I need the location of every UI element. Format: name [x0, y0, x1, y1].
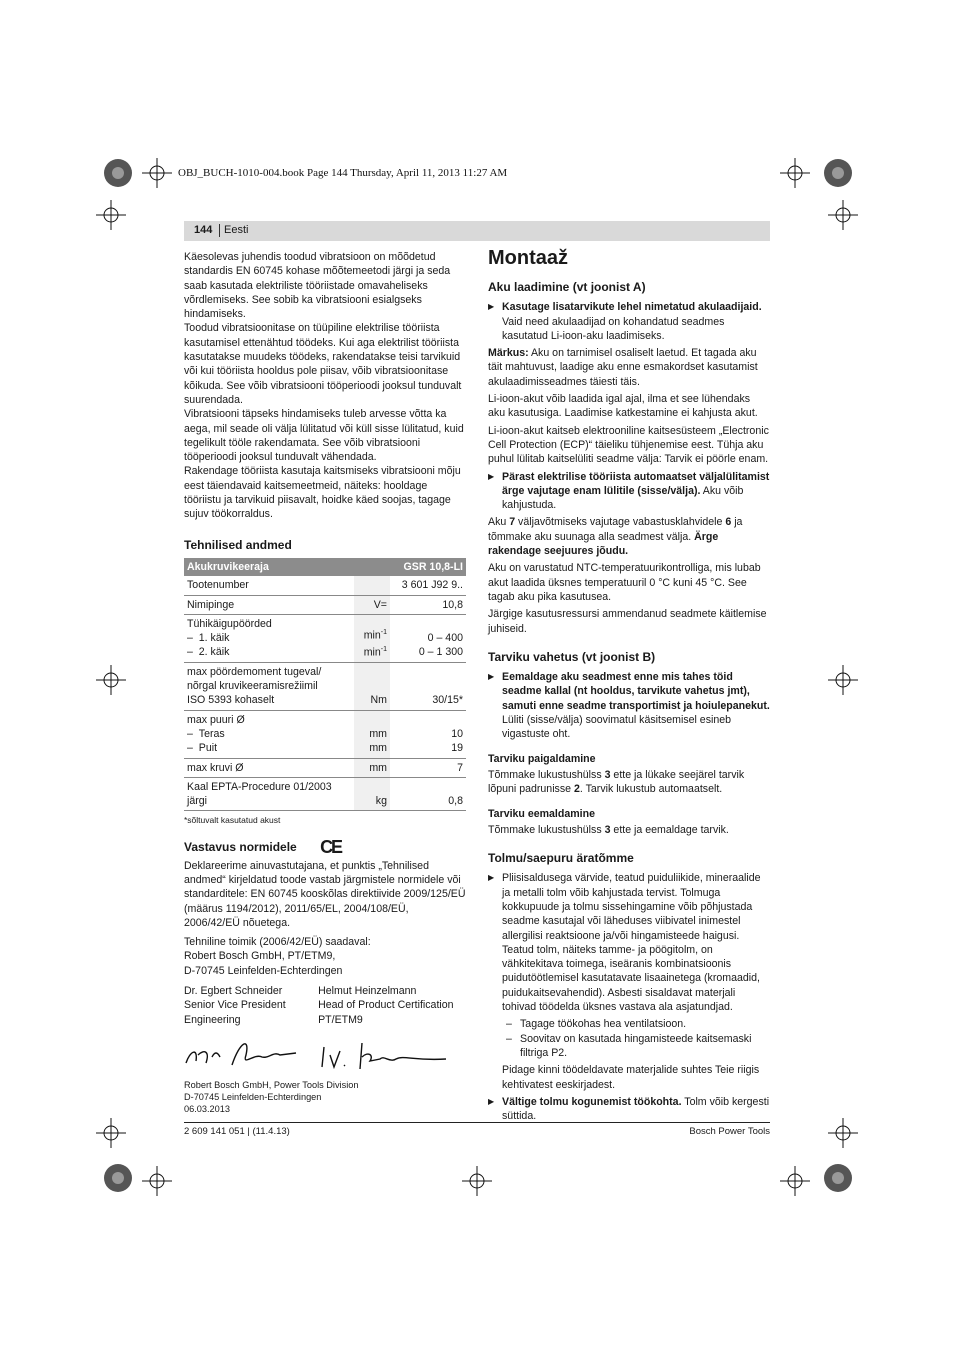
- crosshair-mark-icon: [462, 1166, 492, 1196]
- signatory-name: Helmut Heinzelmann: [318, 985, 417, 998]
- paragraph: Aku on varustatud NTC-temperatuurikontrolliga, mis lubab akut laadida üksnes temperatuuril 0 °C kuni 45 °C. See tagab aku pika kasutusea.: [488, 562, 761, 603]
- text-run: 3: [604, 768, 611, 781]
- row-sublabel: Puit: [198, 742, 218, 755]
- footer-brand: Bosch Power Tools: [689, 1126, 770, 1137]
- unit-text: min: [363, 629, 381, 642]
- row-label: Nimipinge: [184, 595, 354, 614]
- bullet-item: ▶ Pliisisaldusega värvide, teatud puiduliikide, mineraalide ja metalli tolm võib kahjustada tervist. Tolmuga kokkupuude ja tolmu sissehingamine võib põhjustada seadme kasutajal või läheduses viibivatel inimestel allergilisi reaktsioone ja/või hingamisteede haigusi.: [488, 871, 770, 942]
- crosshair-mark-icon: [828, 1118, 858, 1148]
- left-column: [184, 250, 466, 1115]
- crosshair-mark-icon: [828, 200, 858, 230]
- page-language: Eesti: [224, 224, 249, 236]
- tech-file-line: Robert Bosch GmbH, PT/ETM9,: [184, 950, 336, 963]
- right-column: [488, 246, 770, 1123]
- row-unit: kg: [354, 777, 390, 811]
- text-run: Aku: [488, 516, 510, 529]
- value-line: 0 – 400: [427, 632, 463, 645]
- signatures: [184, 1033, 466, 1075]
- conformity-title: Vastavus normidele: [184, 839, 297, 854]
- dash-text: Soovitav on kasutada hingamisteede kaitsemaski filtriga P2.: [520, 1032, 752, 1059]
- row-value: [390, 710, 466, 758]
- bullet-bold: Pärast elektrilise tööriista automaatset väljalülitamist ärge vajutage enam lülitile (sisse/välja).: [502, 470, 770, 497]
- footer-doc-number: 2 609 141 051 | (11.4.13): [184, 1126, 290, 1137]
- row-label: Tootenumber: [184, 576, 354, 595]
- row-value: 0,8: [390, 777, 466, 811]
- text-run: Tõmmake lukustushülss: [488, 823, 605, 836]
- text-run: 7: [509, 516, 516, 529]
- crosshair-mark-icon: [96, 665, 126, 695]
- subheading: Tarviku paigaldamine: [488, 752, 596, 765]
- tech-file-line: Tehniline toimik (2006/42/EÜ) saadaval:: [184, 936, 371, 949]
- text-run: Ärge rakendage seejuures jõudu.: [488, 530, 719, 558]
- crosshair-mark-icon: [142, 158, 172, 188]
- paragraph: Järgige kasutusressursi ammendanud seadmete käitlemise juhiseid.: [488, 608, 767, 635]
- registration-mark-icon: [820, 155, 856, 191]
- table-row: [184, 662, 466, 710]
- text-run: 6: [725, 516, 732, 529]
- tech-data-heading: Tehnilised andmed: [184, 537, 292, 552]
- company-date: 06.03.2013: [184, 1103, 230, 1114]
- bullet-text: Aku võib kahjustuda.: [502, 484, 744, 512]
- footer-rule: [184, 1122, 770, 1123]
- subheading: Tarviku eemaldamine: [488, 807, 595, 820]
- table-row: [184, 758, 466, 777]
- row-label-line: ISO 5393 kohaselt: [187, 694, 275, 707]
- conformity-text: Deklareerime ainuvastutajana, et punktis „Tehnilised andmed“ kirjeldatud toode vastab järgmistele normidele või standarditele: EN 60745 kooskõlas direktiivide 2009/125/EÜ (määrus 1194/2012), 2011/65/EL, 2004/108/EÜ, 2006/42/EÜ nõuetega.: [184, 859, 466, 929]
- bullet-bold: Vältige tolmu kogunemist töökohta.: [502, 1095, 682, 1108]
- value-line: 10: [451, 727, 463, 740]
- signatory-title: Senior Vice President: [184, 999, 286, 1012]
- registration-mark-icon: [820, 1160, 856, 1196]
- row-sublabel: 2. käik: [198, 646, 230, 659]
- row-label: max kruvi Ø: [184, 758, 354, 777]
- ce-mark-icon: CE: [320, 837, 342, 858]
- bullet-item: [488, 470, 770, 513]
- conformity-heading: [184, 837, 466, 858]
- signatory-grid: [184, 984, 466, 1027]
- row-unit: [354, 614, 390, 662]
- paragraph: Teatud tolm, näiteks tamme- ja pöögitolm, on vähkitekitava toimega, iseäranis kombinatsioonis puidutöötlemisel kasutatavate lisaainetega (kromaadid, puidukaitsevahendid). Asbesti sisaldavat materjali tohivad töödelda üksnes vastava ala asjatundjad.: [502, 943, 760, 1014]
- signature-icon: [184, 1033, 466, 1075]
- paragraph: Pidage kinni töödeldavate materjalide suhtes Teie riigis kehtivatest eeskirjadest.: [502, 1064, 760, 1091]
- row-label: Tühikäigupöörded – 1. käik – 2. käik: [184, 614, 354, 662]
- charging-heading: Aku laadimine (vt joonist A): [488, 280, 646, 294]
- intro-paragraph: Vibratsiooni täpseks hindamiseks tuleb arvesse võtta ka aega, mil seade oli välja lülitatud või küll sisse lülitatud, kuid tegelikult tööle rakendamata. See võib vibratsiooni tööperioodi jooksul tunduvalt vähendada.: [184, 408, 464, 464]
- unit-text: mm: [369, 727, 387, 740]
- text-run: ja tõmmake aku suunaga alla seadmest välja.: [488, 516, 743, 543]
- text-run: ette ja lükake seejärel tarvik lõpuni padrunisse: [488, 768, 745, 796]
- row-sublabel: 1. käik: [198, 632, 230, 645]
- signatory-2: [318, 984, 466, 1027]
- unit-text: min: [363, 646, 381, 659]
- row-value: 3 601 J92 9..: [390, 576, 466, 595]
- table-row: [184, 777, 466, 811]
- unit-text: mm: [369, 742, 387, 755]
- paragraph: [488, 823, 770, 837]
- page-header: [184, 221, 770, 241]
- header-separator: [219, 224, 220, 237]
- bullet-bold: Eemaldage aku seadmest enne mis tahes töid seadme kallal (nt hooldus, tarvikute vahetus jmt), samuti enne seadme transportimist ja hoiulepanekut.: [502, 671, 770, 712]
- row-label: max puuri Ø – Teras – Puit: [184, 710, 354, 758]
- text-run: 3: [604, 823, 611, 836]
- registration-mark-icon: [100, 1160, 136, 1196]
- bullet-text: Lüliti (sisse/välja) soovimatul käsitsemisel esineb vigastuste oht.: [502, 714, 732, 741]
- note-label: Märkus:: [488, 347, 529, 360]
- crosshair-mark-icon: [780, 1166, 810, 1196]
- company-line: Robert Bosch GmbH, Power Tools Division: [184, 1079, 359, 1090]
- signatory-title: Head of Product Certification: [318, 999, 454, 1012]
- signatory-dept: PT/ETM9: [318, 1013, 363, 1026]
- page-number: 144: [194, 224, 213, 236]
- table-row: [184, 614, 466, 662]
- company-line: D-70745 Leinfelden-Echterdingen: [184, 1091, 322, 1102]
- bullet-bold: Kasutage lisatarvikute lehel nimetatud akulaadijaid.: [502, 301, 762, 314]
- dash-item: – Soovitav on kasutada hingamisteede kaitsemaski filtriga P2.: [506, 1032, 752, 1059]
- bullet-text: Vaid need akulaadijad on kohandatud seadmes kasutatud Li-ioon-aku laadimiseks.: [502, 315, 725, 342]
- bullet-item: [488, 670, 770, 741]
- paragraph: Li-ioon-akut võib laadida igal ajal, ilma et see lühendaks aku kasutusiga. Laadimise katkestamine ei kahjusta akut.: [488, 393, 758, 420]
- row-unit: [354, 710, 390, 758]
- table-row: [184, 710, 466, 758]
- intro-paragraph: Rakendage tööriista kasutaja kaitsmiseks vibratsiooni mõju eest täiendavaid kaitsemeetmeid, näiteks: hooldage tööriistu ja tarvikuid piisavalt, hoidke käed soojas, tagage sujuv töökorraldus.: [184, 465, 461, 521]
- table-header-model: GSR 10,8-LI: [390, 558, 466, 576]
- row-unit: Nm: [354, 662, 390, 710]
- text-run: . Tarvik lukustub automaatselt.: [579, 783, 723, 796]
- section-title: Montaaž: [488, 247, 568, 269]
- tool-change-heading: Tarviku vahetus (vt joonist B): [488, 649, 656, 664]
- row-label-line: Kaal EPTA-Procedure 01/2003: [187, 780, 332, 793]
- crosshair-mark-icon: [780, 158, 810, 188]
- row-label: [184, 662, 354, 710]
- bullet-item: [488, 300, 770, 343]
- signatory-1: [184, 984, 318, 1027]
- table-row: [184, 576, 466, 595]
- note-text: Aku on tarnimisel osaliselt laetud. Et tagada aku täit mahtuvust, laadige aku enne esmakordset kasutamist akulaadimisseadmes täiesti täis.: [488, 347, 758, 388]
- row-label-line: nõrgal kruvikeeramisrežiimil: [187, 680, 318, 693]
- table-row: [184, 595, 466, 614]
- intro-paragraph: Toodud vibratsioonitase on tüüpiline elektrilise tööriista kasutamisel ettenähtud töödeks. Kui aga elektrilist tööriista kasutatakse muudeks töödeks, rakendatakse teisi tarvikuid või kui tööriista hooldus pole piisav, võib vibratsioonitase kõikuda. See võib vibratsiooni tööperioodi jooksul tunduvalt suurendada.: [184, 322, 462, 406]
- print-header: OBJ_BUCH-1010-004.book Page 144 Thursday, April 11, 2013 11:27 AM: [178, 167, 508, 179]
- text-run: ette ja eemaldage tarvik.: [610, 823, 729, 836]
- row-value: 7: [390, 758, 466, 777]
- crosshair-mark-icon: [142, 1166, 172, 1196]
- spec-table: [184, 558, 466, 811]
- bullet-text: Tolm võib kergesti süttida.: [502, 1095, 770, 1123]
- dash-text: Tagage töökohas hea ventilatsioon.: [520, 1018, 687, 1031]
- row-unit: [354, 576, 390, 595]
- crosshair-mark-icon: [96, 1118, 126, 1148]
- crosshair-mark-icon: [96, 200, 126, 230]
- paragraph: [488, 768, 770, 797]
- row-sublabel: Teras: [198, 727, 225, 740]
- row-label: [184, 777, 354, 811]
- signatory-dept: Engineering: [184, 1013, 241, 1026]
- row-unit: mm: [354, 758, 390, 777]
- row-label-main: max puuri Ø: [187, 713, 245, 726]
- note-paragraph: [488, 346, 770, 389]
- row-label-main: Tühikäigupöörded: [187, 617, 272, 630]
- value-line: 19: [451, 742, 463, 755]
- paragraph: Li-ioon-akut kaitseb elektrooniline kaitsesüsteem „Electronic Cell Protection (ECP)“ täieliku tühjenemise eest. Tühja aku puhul lülitab kaitselüliti seadme välja: Tarvik ei pöörle enam.: [488, 424, 769, 466]
- row-value: 10,8: [390, 595, 466, 614]
- table-footnote: *sõltuvalt kasutatud akust: [184, 815, 281, 826]
- row-value: [390, 614, 466, 662]
- row-unit: V=: [354, 595, 390, 614]
- dust-extraction-heading: Tolmu/saepuru äratõmme: [488, 851, 634, 866]
- tech-file-line: D-70745 Leinfelden-Echterdingen: [184, 964, 343, 977]
- table-header-product: Akukruvikeeraja: [184, 558, 390, 576]
- row-value: 30/15*: [390, 662, 466, 710]
- paragraph: [488, 515, 770, 558]
- text-run: 2: [574, 783, 580, 796]
- text-run: väljavõtmiseks vajutage vabastusklahvidele: [515, 516, 726, 529]
- bullet-item: [488, 1095, 770, 1124]
- unit-exponent: -1: [380, 629, 387, 637]
- registration-mark-icon: [100, 155, 136, 191]
- unit-exponent: -1: [380, 645, 387, 653]
- crosshair-mark-icon: [828, 665, 858, 695]
- text-run: Tõmmake lukustushülss: [488, 768, 605, 781]
- signatory-name: Dr. Egbert Schneider: [184, 985, 283, 998]
- intro-paragraph: Käesolevas juhendis toodud vibratsioon on mõõdetud standardis EN 60745 kohase mõõtemeetodi järgi ja seda saab kasutada elektriliste tööriistade omavaheliseks võrdlemiseks. See sobib ka vibratsiooni esialgseks hindamiseks.: [184, 251, 451, 321]
- row-label-line: max pöördemoment tugeval/: [187, 665, 322, 678]
- row-label-line: järgi: [187, 795, 208, 808]
- company-info: [184, 1079, 466, 1115]
- value-line: 0 – 1 300: [418, 646, 463, 659]
- table-header-row: [184, 558, 466, 576]
- dash-item: – Tagage töökohas hea ventilatsioon.: [506, 1018, 687, 1031]
